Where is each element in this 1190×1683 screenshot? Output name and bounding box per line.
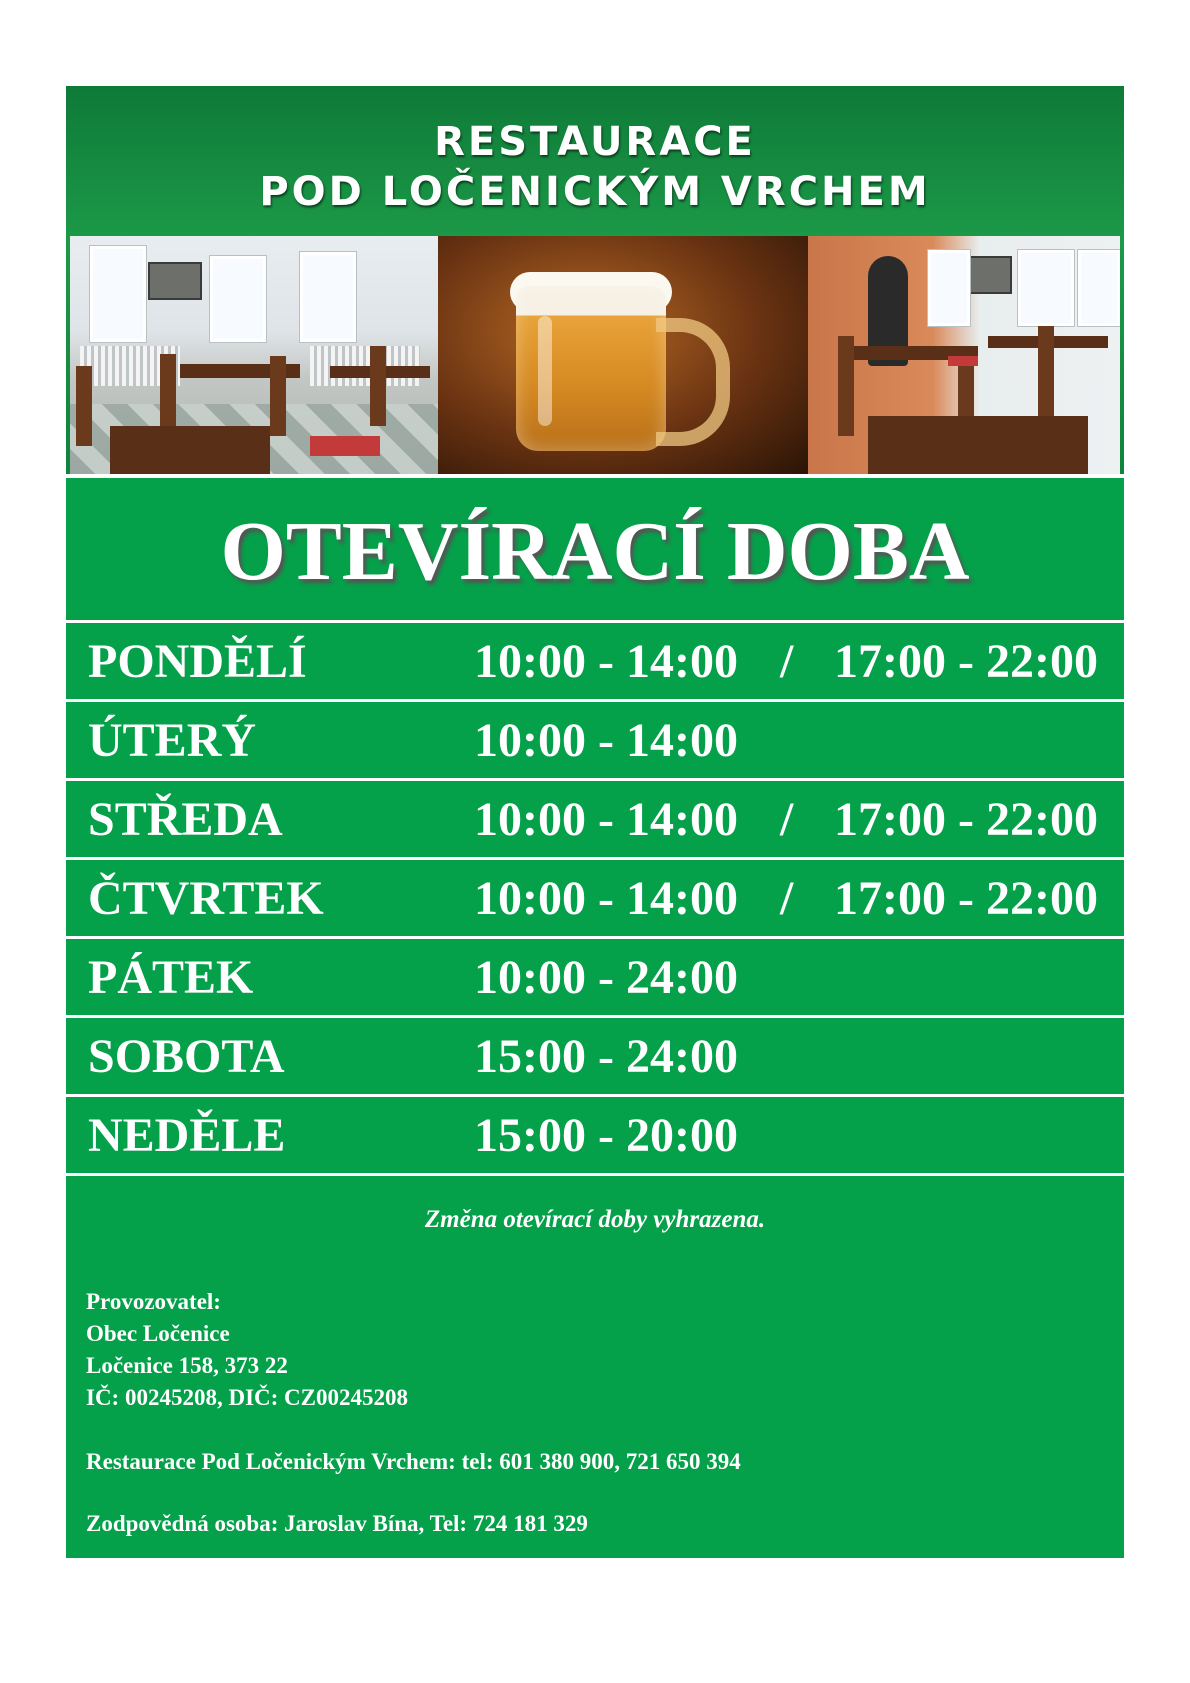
time-first: 10:00 - 14:00	[474, 714, 738, 767]
operator-address: Ločenice 158, 373 22	[86, 1353, 288, 1378]
responsible-person: Zodpovědná osoba: Jaroslav Bína, Tel: 724 181 329	[86, 1511, 588, 1536]
time-separator: /	[780, 872, 794, 925]
banner-photos	[70, 236, 1120, 474]
operator-name: Obec Ločenice	[86, 1321, 230, 1346]
change-notice: Změna otevírací doby vyhrazena.	[424, 1206, 766, 1233]
operator-label: Provozovatel:	[86, 1289, 221, 1314]
day-label: ČTVRTEK	[88, 872, 324, 925]
day-label: PONDĚLÍ	[88, 635, 307, 688]
time-second: 17:00 - 22:00	[834, 793, 1098, 846]
restaurant-name-line2: POD LOČENICKÝM VRCHEM	[259, 169, 931, 215]
time-first: 10:00 - 14:00	[474, 793, 738, 846]
time-second: 17:00 - 22:00	[834, 635, 1098, 688]
schedule-row-monday	[66, 623, 1124, 699]
time-first: 15:00 - 20:00	[474, 1109, 738, 1162]
schedule-row-saturday	[66, 1018, 1124, 1094]
restaurant-contact: Restaurace Pod Ločenickým Vrchem: tel: 601 380 900, 721 650 394	[86, 1449, 741, 1474]
time-first: 10:00 - 24:00	[474, 951, 738, 1004]
schedule-row-thursday	[66, 860, 1124, 936]
time-first: 15:00 - 24:00	[474, 1030, 738, 1083]
day-label: ÚTERÝ	[88, 714, 257, 767]
day-label: NEDĚLE	[88, 1109, 286, 1162]
operator-ids: IČ: 00245208, DIČ: CZ00245208	[86, 1385, 408, 1410]
dining-room-photo-right	[808, 236, 1120, 474]
time-first: 10:00 - 14:00	[474, 872, 738, 925]
header-banner	[66, 86, 1124, 474]
time-separator: /	[780, 793, 794, 846]
opening-hours-panel	[66, 478, 1124, 1558]
day-label: SOBOTA	[88, 1030, 285, 1083]
time-first: 10:00 - 14:00	[474, 635, 738, 688]
page-title: OTEVÍRACÍ DOBA	[220, 505, 970, 598]
schedule-row-wednesday	[66, 781, 1124, 857]
time-second: 17:00 - 22:00	[834, 872, 1098, 925]
day-label: PÁTEK	[88, 951, 254, 1004]
day-label: STŘEDA	[88, 793, 283, 846]
schedule-row-tuesday	[66, 702, 1124, 778]
schedule-row-friday	[66, 939, 1124, 1015]
dining-room-photo-left	[70, 236, 438, 474]
row-divider	[66, 1173, 1124, 1176]
beer-mug-photo	[438, 236, 808, 474]
schedule-row-sunday	[66, 1097, 1124, 1173]
restaurant-name-line1: RESTAURACE	[434, 119, 756, 165]
time-separator: /	[780, 635, 794, 688]
